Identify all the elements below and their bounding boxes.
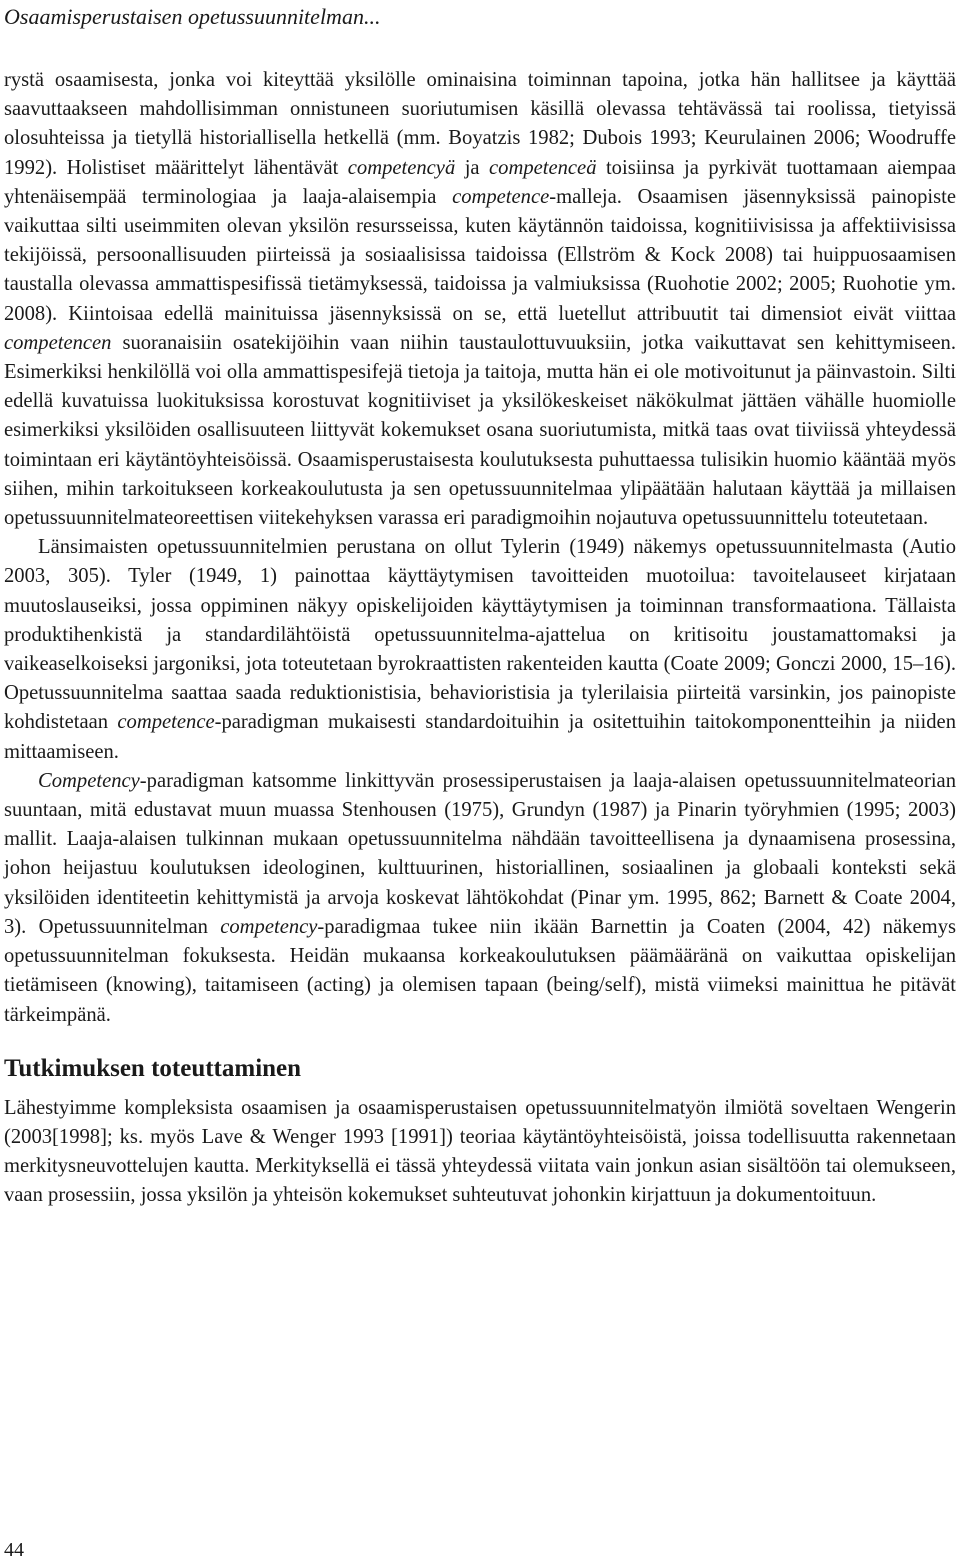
italic-term: Competency [38,769,140,792]
italic-term: competenceä [489,156,597,179]
paragraph-2 [4,533,956,767]
italic-term: competency [220,915,318,938]
page-number: 44 [4,1539,24,1561]
text-run: ja [455,156,490,179]
italic-term: competence [452,185,550,208]
text-run: -paradigman mukaisesti standardoituihin ja ositettuihin taitokomponentteihin ja niiden mittaamiseen. [4,711,956,763]
running-header: Osaamisperustaisen opetussuunnitelman... [4,4,381,29]
italic-term: competence [117,711,215,734]
text-run: suoranaisiin osatekijöihin vaan niihin taustaulottuvuuksiin, jotka vaikuttavat sen kehittymiseen. Esimerkiksi henkilöllä voi olla ammattispesifejä tietoja ja taitoja, mutta hän ei ole motivoitunut ja päinvastoin. Silti edellä kuvatuissa luokituksissa korostuvat kognitiiviset ja yksilökeskeiset näkökulmat jättäen vähälle huomiolle esimerkiksi yksilöiden osallisuuteen liittyvät kokemukset osana suoriutumista, mitkä taas ovat tiiviissä yhteydessä toimintaan eri käytäntöyhteisöissä. Osaamisperustaisesta koulutuksesta puhuttaessa tulisikin huomio kääntää myös siihen, mihin tarkoitukseen korkeakoulutusta ja sen opetussuunnitelmaa ylipäätään halutaan käyttää ja millaisen opetussuunnitelmateoreettisen viitekehyksen varassa eri paradigmoihin nojautuva opetussuunnittelu toteutetaan. [4,331,956,530]
text-run: -paradigmaa tukee niin ikään Barnettin ja Coaten (2004, 42) näkemys opetussuunnitelman fokuksesta. Heidän mukaansa korkeakoulutuksen päämääränä on vaikuttaa opiskelijan tietämiseen (knowing), taitamiseen (acting) ja olemisen tapaan (being/self), mistä viimeksi mainittua he pitävät tärkeimpänä. [4,915,957,1026]
text-run: Länsimaisten opetussuunnitelmien perustana on ollut Tylerin (1949) näkemys opetussuunnitelmasta (Autio 2003, 305). Tyler (1949, 1) painottaa käyttäytymisen tavoitteiden muotoilua: tavoitelauseet kirjataan muutoslauseiksi, jossa oppiminen näkyy opiskelijoiden käyttäytymisen ja toiminnan transformaationa. Tällaista produktihenkistä ja standardilähtöistä opetussuunnitelma-ajattelua on kritisoitu joustamattomaksi ja vaikeaselkoiseksi jargoniksi, jota toteutetaan byrokraattisten rakenteiden kautta (Coate 2009; Gonczi 2000, 15–16). Opetussuunnitelma saattaa saada reduktionistisia, behavioristisia ja tylerilaisia piirteitä varsinkin, jos painopiste kohdistetaan [4,536,956,734]
paragraph-1 [4,66,956,533]
text-run: -paradigman katsomme linkittyvän prosessiperustaisen ja laaja-alaisen opetussuunnitelmateorian suuntaan, mitä edustavat muun muassa Stenhousen (1975), Grundyn (1987) ja Pinarin työryhmien (1995; 2003) mallit. Laaja-alaisen tulkinnan mukaan opetussuunnitelma nähdään tavoitteellisena ja dynaamisena prosessina, johon heijastuu koulutuksen ideologinen, kulttuurinen, historiallinen, sosiaalinen ja globaali konteksti sekä yksilöiden identiteetin kehittymistä ja arvoja koskevat lähtökohdat (Pinar ym. 1995, 862; Barnett & Coate 2004, 3). Opetussuunnitelman [4,769,956,938]
italic-term: competencyä [347,156,456,179]
section-heading: Tutkimuksen toteuttaminen [4,1054,302,1082]
text-run: rystä osaamisesta, jonka voi kiteyttää yksilölle ominaisina toiminnan tapoina, jotka hän hallitsee ja käyttää saavuttaakseen mahdollisimman onnistuneen suoriutumisen käsillä olevassa tehtävässä tai roolissa, tietyissä olosuhteissa ja tietyllä historiallisella hetkellä (mm. Boyatzis 1982; Dubois 1993; Keurulainen 2006; Woodruffe 1992). Holistiset määrittelyt lähentävät [4,69,956,179]
text-run: -malleja. Osaamisen jäsennyksissä painopiste vaikuttaa silti useimmiten olevan yksilön resursseissa, kuten käytännön taidoissa, kognitiivisissa ja affektiivisissa tekijöissä, persoonallisuuden piirteissä ja sosiaalisissa taidoissa (Ellström & Kock 2008) tai huippuosaamisen taustalla olevassa ammattispesifissä tietämyksessä, taidoissa ja valmiuksissa (Ruohotie 2002; 2005; Ruohotie ym. 2008). Kiintoisaa edellä mainituissa jäsennyksissä on se, että luetellut attribuutit tai dimensiot eivät viittaa [4,185,956,325]
body-text [4,66,956,1211]
section-paragraph: Lähestyimme kompleksista osaamisen ja osaamisperustaisen opetussuunnitelmatyön ilmiötä soveltaen Wengerin (2003[1998]; ks. myös Lave & Wenger 1993 [1991]) teoriaa käytäntöyhteisöistä, joissa todellisuutta rakennetaan merkitysneuvottelujen kautta. Merkityksellä ei tässä yhteydessä viitata vain jonkun asian sisältöön tai olemukseen, vaan prosessiin, jossa yksilön ja yhteisön kokemukset suhteutuvat johonkin kirjattuun ja dokumentoituun. [4,1096,956,1207]
text-run: toisiinsa ja pyrkivät tuottamaan aiempaa yhtenäisempää terminologiaa ja laaja-alaisempia [4,156,956,208]
paragraph-3 [4,767,956,1030]
italic-term: competencen [4,331,112,354]
